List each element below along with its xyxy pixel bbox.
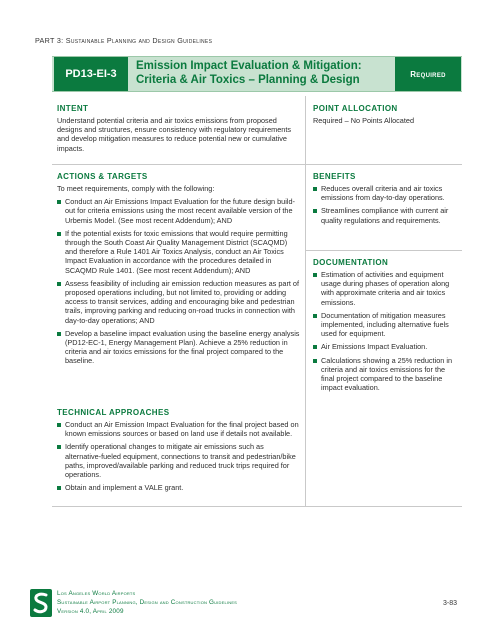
footer-org: Los Angeles World Airports bbox=[57, 590, 136, 597]
footer-doc-title: Sustainable Airport Planning, Design and Construction Guidelines bbox=[57, 598, 238, 606]
actions-heading: ACTIONS & TARGETS bbox=[57, 172, 148, 181]
documentation-list bbox=[313, 270, 459, 392]
documentation-heading: DOCUMENTATION bbox=[313, 258, 389, 267]
point-allocation-heading: POINT ALLOCATION bbox=[313, 104, 398, 113]
intent-section bbox=[57, 104, 300, 153]
list-item: Conduct an Air Emissions Impact Evaluation for the future design build-out for criteria emissions using the most recent available version of the Urbemis Model. (See most recent Addendum); AND bbox=[57, 197, 300, 225]
technical-list bbox=[57, 420, 300, 492]
list-item: Calculations showing a 25% reduction in criteria and air toxics emissions for the final project compared to the baseline impact evaluation. bbox=[313, 356, 459, 393]
guideline-title-line1: Emission Impact Evaluation & Mitigation: bbox=[136, 60, 362, 72]
benefits-list bbox=[313, 184, 459, 225]
footer-text bbox=[57, 590, 237, 616]
list-item: Streamlines compliance with current air quality regulations and requirements. bbox=[313, 206, 459, 224]
list-item: Documentation of mitigation measures implemented, including alternative fuels used for equipment. bbox=[313, 311, 459, 339]
column-divider bbox=[305, 96, 306, 506]
guideline-code-badge: PD13-EI-3 bbox=[54, 57, 128, 91]
actions-list bbox=[57, 197, 300, 365]
part-header: PART 3: Sustainable Planning and Design Guidelines bbox=[35, 36, 213, 45]
technical-section bbox=[57, 408, 300, 496]
intent-text: Understand potential criteria and air toxics emissions from proposed designs and structures, ensure consistency with regulatory requirements and develop mitigation measures to reduce potential new or cumulative impacts. bbox=[57, 116, 292, 153]
section-divider bbox=[306, 250, 462, 251]
actions-section bbox=[57, 172, 300, 370]
intent-heading: INTENT bbox=[57, 104, 89, 113]
list-item: Develop a baseline impact evaluation using the baseline energy analysis (PD12-EC-1, Energy Management Plan). Achieve a 25% reduction in criteria and air toxics emissions for the final project compared to the baseline. bbox=[57, 329, 300, 366]
technical-heading: TECHNICAL APPROACHES bbox=[57, 408, 170, 417]
list-item: Obtain and implement a VALE grant. bbox=[57, 483, 300, 492]
list-item: Air Emissions Impact Evaluation. bbox=[313, 342, 459, 351]
list-item: Estimation of activities and equipment usage during phases of operation along with approximate criteria and air toxics emissions. bbox=[313, 270, 459, 307]
documentation-section bbox=[313, 258, 459, 396]
footer-version: Version 4.0, April 2009 bbox=[57, 607, 124, 615]
page-number: 3-83 bbox=[443, 600, 458, 607]
point-allocation-text: Required – No Points Allocated bbox=[313, 116, 415, 125]
actions-intro: To meet requirements, comply with the following: bbox=[57, 184, 215, 193]
required-badge: Required bbox=[395, 57, 461, 91]
section-divider bbox=[52, 506, 462, 507]
benefits-section bbox=[313, 172, 459, 229]
point-allocation-section bbox=[313, 104, 459, 125]
section-divider bbox=[306, 164, 462, 165]
guideline-title bbox=[136, 59, 386, 87]
list-item: If the potential exists for toxic emissions that would require permitting through the South Coast Air Quality Management District (SCAQMD) and therefore a Rule 1401 Air Toxics Analysis, conduct an Air Toxics Impact Evaluation in accordance with the procedures detailed in SCAQMD Rule 1401. (See most recent Addendum); AND bbox=[57, 229, 300, 275]
guideline-title-line2: Criteria & Air Toxics – Planning & Design bbox=[136, 74, 360, 86]
list-item: Identify operational changes to mitigate air emissions such as alternative-fueled equipment, connections to transit and pedestrian/bike paths, improved/available parking and reduced truck trips required for operations. bbox=[57, 442, 300, 479]
list-item: Assess feasibility of including air emission reduction measures as part of proposed operations including, but not limited to, providing or adding access to transit services, adding and encouraging bike and pedestrian trails, improving parking and reducing on-road trucks in connection with day-to-day operations; AND bbox=[57, 279, 300, 325]
benefits-heading: BENEFITS bbox=[313, 172, 356, 181]
list-item: Reduces overall criteria and air toxics emissions from day-to-day operations. bbox=[313, 184, 459, 202]
section-divider bbox=[52, 164, 305, 165]
list-item: Conduct an Air Emission Impact Evaluation for the final project based on known emissions sources or based on land use if details not available. bbox=[57, 420, 300, 438]
laws-s-logo-icon bbox=[30, 589, 52, 617]
